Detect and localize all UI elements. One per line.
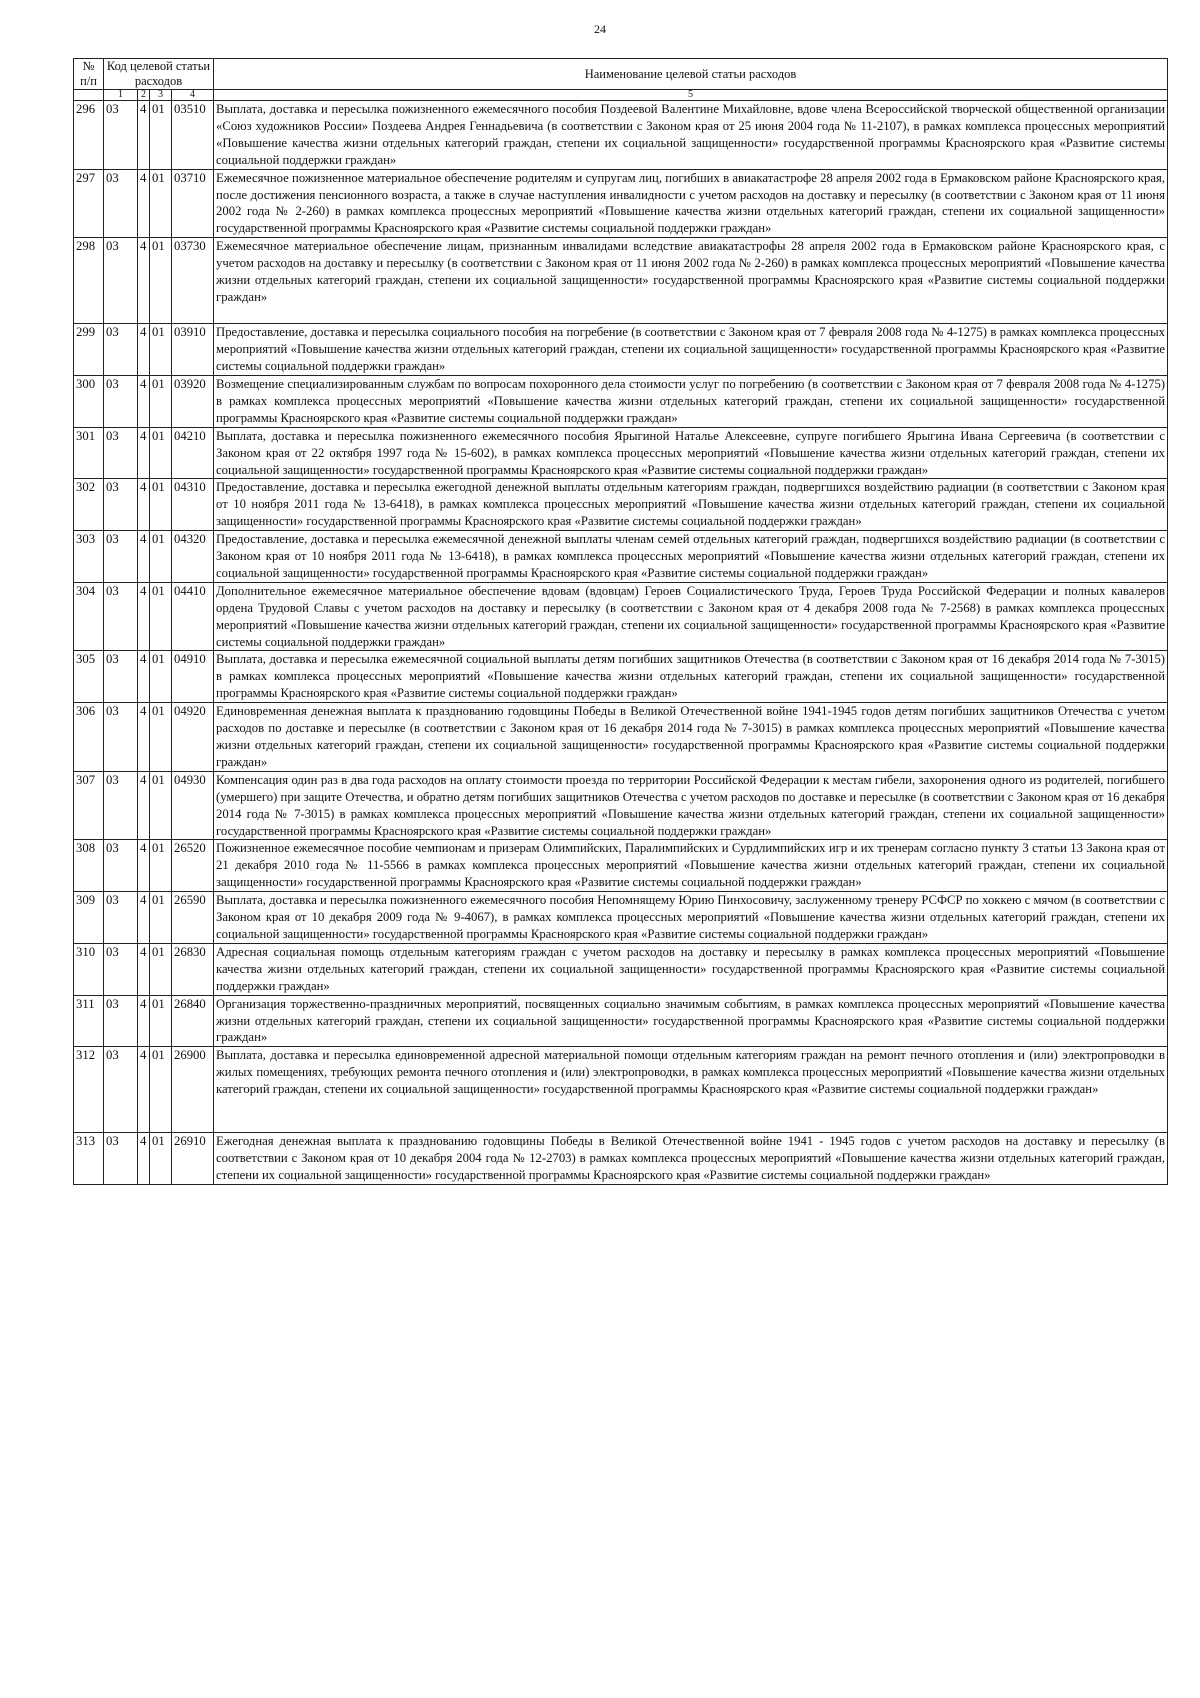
table-row	[74, 238, 1168, 324]
code-part-1: 03	[104, 995, 138, 1047]
code-part-2: 4	[138, 531, 150, 583]
col-number: 5	[214, 90, 1168, 101]
code-part-2: 4	[138, 101, 150, 170]
code-part-4: 03710	[172, 169, 214, 238]
table-body	[74, 101, 1168, 1185]
row-number: 301	[74, 427, 104, 479]
row-number: 306	[74, 703, 104, 772]
code-part-4: 04920	[172, 703, 214, 772]
item-name: Предоставление, доставка и пересылка ежегодной денежной выплаты отдельным категориям граждан, подвергшихся воздействию радиации (в соответствии с Законом края от 10 ноября 2011 года № 13-6418), в рамках комплекса процессных мероприятий «Повышение качества жизни отдельных категорий граждан, степени их социальной защищенности» государственной программы Красноярского края «Развитие системы социальной поддержки граждан»	[214, 479, 1168, 531]
code-part-4: 03910	[172, 324, 214, 376]
code-part-1: 03	[104, 169, 138, 238]
table-row	[74, 531, 1168, 583]
table-row	[74, 101, 1168, 170]
row-number: 296	[74, 101, 104, 170]
code-part-2: 4	[138, 169, 150, 238]
row-number: 305	[74, 651, 104, 703]
table-row	[74, 892, 1168, 944]
row-number: 309	[74, 892, 104, 944]
table-row	[74, 324, 1168, 376]
code-part-2: 4	[138, 375, 150, 427]
code-part-4: 26590	[172, 892, 214, 944]
code-part-1: 03	[104, 1047, 138, 1133]
code-part-2: 4	[138, 651, 150, 703]
code-part-4: 26520	[172, 840, 214, 892]
table-row	[74, 1047, 1168, 1133]
col-number: 3	[150, 90, 172, 101]
header-code: Код целевой статьи расходов	[104, 59, 214, 90]
item-name: Выплата, доставка и пересылка пожизненного ежемесячного пособия Непомнящему Юрию Пинхосовичу, заслуженному тренеру РСФСР по хоккею с мячом (в соответствии с Законом края от 10 декабря 2009 года № 9-4067), в рамках комплекса процессных мероприятий «Повышение качества жизни отдельных категорий граждан, степени их социальной защищенности» государственной программы Красноярского края «Развитие системы социальной поддержки граждан»	[214, 892, 1168, 944]
code-part-1: 03	[104, 771, 138, 840]
code-part-2: 4	[138, 1047, 150, 1133]
code-part-1: 03	[104, 375, 138, 427]
code-part-1: 03	[104, 892, 138, 944]
table-row	[74, 375, 1168, 427]
code-part-4: 26830	[172, 943, 214, 995]
table-row	[74, 771, 1168, 840]
item-name: Единовременная денежная выплата к празднованию годовщины Победы в Великой Отечественной войне 1941-1945 годов детям погибших защитников Отечества с учетом расходов по доставке и пересылке (в соответствии с Законом края от 16 декабря 2014 года № 7-3015) в рамках комплекса процессных мероприятий «Повышение качества жизни отдельных категорий граждан, степени их социальной защищенности» государственной программы Красноярского края «Развитие системы социальной поддержки граждан»	[214, 703, 1168, 772]
code-part-3: 01	[150, 101, 172, 170]
item-name: Возмещение специализированным службам по вопросам похоронного дела стоимости услуг по погребению (в соответствии с Законом края от 7 февраля 2008 года № 4-1275) в рамках комплекса процессных мероприятий «Повышение качества жизни отдельных категорий граждан, степени их социальной защищенности» государственной программы Красноярского края «Развитие системы социальной поддержки граждан»	[214, 375, 1168, 427]
page-number: 24	[594, 22, 606, 36]
code-part-1: 03	[104, 651, 138, 703]
code-part-1: 03	[104, 531, 138, 583]
row-number: 310	[74, 943, 104, 995]
code-part-3: 01	[150, 1047, 172, 1133]
code-part-4: 26900	[172, 1047, 214, 1133]
item-name: Выплата, доставка и пересылка пожизненного ежемесячного пособия Поздеевой Валентине Михайловне, вдове члена Всероссийской творческой общественной организации «Союз художников России» Поздеева Андрея Геннадьевича (в соответствии с Законом края от 25 июня 2004 года № 11-2107), в рамках комплекса процессных мероприятий «Повышение качества жизни отдельных категорий граждан, степени их социальной защищенности» государственной программы Красноярского края «Развитие системы социальной поддержки граждан»	[214, 101, 1168, 170]
code-part-2: 4	[138, 1133, 150, 1185]
row-number: 297	[74, 169, 104, 238]
item-name: Предоставление, доставка и пересылка ежемесячной денежной выплаты членам семей отдельных категорий граждан, подвергшихся воздействию радиации (в соответствии с Законом края от 10 ноября 2011 года № 13-6418), в рамках комплекса процессных мероприятий «Повышение качества жизни отдельных категорий граждан, степени их социальной защищенности» государственной программы Красноярского края «Развитие системы социальной поддержки граждан»	[214, 531, 1168, 583]
code-part-3: 01	[150, 703, 172, 772]
code-part-3: 01	[150, 995, 172, 1047]
code-part-4: 04210	[172, 427, 214, 479]
item-name: Ежегодная денежная выплата к празднованию годовщины Победы в Великой Отечественной войне 1941 - 1945 годов с учетом расходов на доставку и пересылку (в соответствии с Законом края от 10 декабря 2004 года № 12-2703) в рамках комплекса процессных мероприятий «Повышение качества жизни отдельных категорий граждан, степени их социальной защищенности» государственной программы Красноярского края «Развитие системы социальной поддержки граждан»	[214, 1133, 1168, 1185]
item-name: Ежемесячное материальное обеспечение лицам, признанным инвалидами вследствие авиакатастрофы 28 апреля 2002 года в Ермаковском районе Красноярского края, с учетом расходов на доставку и пересылку (в соответствии с Законом края от 11 июня 2002 года № 2-260) в рамках комплекса процессных мероприятий «Повышение качества жизни отдельных категорий граждан, степени их социальной защищенности» государственной программы Красноярского края «Развитие системы социальной поддержки граждан»	[214, 238, 1168, 324]
table-row	[74, 582, 1168, 651]
code-part-3: 01	[150, 651, 172, 703]
code-part-3: 01	[150, 1133, 172, 1185]
row-number: 304	[74, 582, 104, 651]
table-row	[74, 169, 1168, 238]
code-part-3: 01	[150, 840, 172, 892]
code-part-3: 01	[150, 943, 172, 995]
item-name: Выплата, доставка и пересылка пожизненного ежемесячного пособия Ярыгиной Наталье Алексеевне, супруге погибшего Ярыгина Ивана Сергеевича (в соответствии с Законом края от 22 октября 1997 года № 15-602), в рамках комплекса процессных мероприятий «Повышение качества жизни отдельных категорий граждан, степени их социальной защищенности» государственной программы Красноярского края «Развитие системы социальной поддержки граждан»	[214, 427, 1168, 479]
code-part-1: 03	[104, 1133, 138, 1185]
col-number: 2	[138, 90, 150, 101]
col-number: 1	[104, 90, 138, 101]
code-part-2: 4	[138, 703, 150, 772]
code-part-4: 04320	[172, 531, 214, 583]
code-part-4: 04410	[172, 582, 214, 651]
col-number: 4	[172, 90, 214, 101]
code-part-4: 26910	[172, 1133, 214, 1185]
code-part-2: 4	[138, 238, 150, 324]
code-part-3: 01	[150, 238, 172, 324]
header-name: Наименование целевой статьи расходов	[214, 59, 1168, 90]
item-name: Ежемесячное пожизненное материальное обеспечение родителям и супругам лиц, погибших в авиакатастрофе 28 апреля 2002 года в Ермаковском районе Красноярского края, после достижения пенсионного возраста, а также в случае наступления инвалидности с учетом расходов на доставку и пересылку (в соответствии с Законом края от 11 июня 2002 года № 2-260) в рамках комплекса процессных мероприятий «Повышение качества жизни отдельных категорий граждан, степени их социальной защищенности» государственной программы Красноярского края «Развитие системы социальной поддержки граждан»	[214, 169, 1168, 238]
table-row	[74, 995, 1168, 1047]
item-name: Организация торжественно-праздничных мероприятий, посвященных социально значимым событиям, в рамках комплекса процессных мероприятий «Повышение качества жизни отдельных категорий граждан, степени их социальной защищенности» государственной программы Красноярского края «Развитие системы социальной поддержки граждан»	[214, 995, 1168, 1047]
code-part-3: 01	[150, 531, 172, 583]
row-number: 300	[74, 375, 104, 427]
item-name: Дополнительное ежемесячное материальное обеспечение вдовам (вдовцам) Героев Социалистического Труда, Героев Труда Российской Федерации и полных кавалеров ордена Трудовой Славы с учетом расходов на доставку и пересылку (в соответствии с Законом края от 4 декабря 2008 года № 7-2568) в рамках комплекса процессных мероприятий «Повышение качества жизни отдельных категорий граждан, степени их социальной защищенности» государственной программы Красноярского края «Развитие системы социальной поддержки граждан»	[214, 582, 1168, 651]
code-part-1: 03	[104, 479, 138, 531]
code-part-4: 03920	[172, 375, 214, 427]
code-part-2: 4	[138, 324, 150, 376]
code-part-2: 4	[138, 427, 150, 479]
row-number: 313	[74, 1133, 104, 1185]
table-row	[74, 479, 1168, 531]
code-part-2: 4	[138, 943, 150, 995]
code-part-4: 03510	[172, 101, 214, 170]
code-part-3: 01	[150, 375, 172, 427]
code-part-1: 03	[104, 943, 138, 995]
code-part-2: 4	[138, 892, 150, 944]
table-row	[74, 1133, 1168, 1185]
header-no: № п/п	[74, 59, 104, 90]
code-part-3: 01	[150, 582, 172, 651]
code-part-1: 03	[104, 101, 138, 170]
code-part-4: 26840	[172, 995, 214, 1047]
row-number: 302	[74, 479, 104, 531]
code-part-1: 03	[104, 703, 138, 772]
item-name: Пожизненное ежемесячное пособие чемпионам и призерам Олимпийских, Паралимпийских и Сурдлимпийских игр и их тренерам согласно пункту 3 статьи 13 Закона края от 21 декабря 2010 года № 11-5566 в рамках комплекса процессных мероприятий «Повышение качества жизни отдельных категорий граждан, степени их социальной защищенности» государственной программы Красноярского края «Развитие системы социальной поддержки граждан»	[214, 840, 1168, 892]
code-part-1: 03	[104, 427, 138, 479]
table-row	[74, 651, 1168, 703]
table-row	[74, 427, 1168, 479]
item-name: Адресная социальная помощь отдельным категориям граждан с учетом расходов на доставку и пересылку в рамках комплекса процессных мероприятий «Повышение качества жизни отдельных категорий граждан, степени их социальной защищенности» государственной программы Красноярского края «Развитие системы социальной поддержки граждан»	[214, 943, 1168, 995]
code-part-3: 01	[150, 324, 172, 376]
item-name: Выплата, доставка и пересылка единовременной адресной материальной помощи отдельным категориям граждан на ремонт печного отопления и (или) электропроводки в жилых помещениях, требующих ремонта печного отопления и (или) электропроводки, в рамках комплекса процессных мероприятий «Повышение качества жизни отдельных категорий граждан, степени их социальной защищенности» государственной программы Красноярского края «Развитие системы социальной поддержки граждан»	[214, 1047, 1168, 1133]
code-part-2: 4	[138, 840, 150, 892]
code-part-3: 01	[150, 427, 172, 479]
col-number	[74, 90, 104, 101]
row-number: 307	[74, 771, 104, 840]
header-column-numbers	[74, 90, 1168, 101]
code-part-2: 4	[138, 995, 150, 1047]
code-part-3: 01	[150, 479, 172, 531]
code-part-4: 04910	[172, 651, 214, 703]
row-number: 299	[74, 324, 104, 376]
table-header	[74, 59, 1168, 101]
item-name: Выплата, доставка и пересылка ежемесячной социальной выплаты детям погибших защитников Отечества (в соответствии с Законом края от 16 декабря 2014 года № 7-3015) в рамках комплекса процессных мероприятий «Повышение качества жизни отдельных категорий граждан, степени их социальной защищенности» государственной программы Красноярского края «Развитие системы социальной поддержки граждан»	[214, 651, 1168, 703]
code-part-1: 03	[104, 324, 138, 376]
target-items-table	[73, 58, 1168, 1185]
code-part-1: 03	[104, 238, 138, 324]
row-number: 312	[74, 1047, 104, 1133]
code-part-3: 01	[150, 169, 172, 238]
row-number: 311	[74, 995, 104, 1047]
code-part-3: 01	[150, 771, 172, 840]
table-row	[74, 943, 1168, 995]
table-row	[74, 703, 1168, 772]
code-part-4: 04310	[172, 479, 214, 531]
code-part-3: 01	[150, 892, 172, 944]
row-number: 308	[74, 840, 104, 892]
code-part-4: 03730	[172, 238, 214, 324]
code-part-4: 04930	[172, 771, 214, 840]
row-number: 303	[74, 531, 104, 583]
code-part-1: 03	[104, 582, 138, 651]
code-part-1: 03	[104, 840, 138, 892]
row-number: 298	[74, 238, 104, 324]
code-part-2: 4	[138, 582, 150, 651]
code-part-2: 4	[138, 479, 150, 531]
table-row	[74, 840, 1168, 892]
item-name: Компенсация один раз в два года расходов на оплату стоимости проезда по территории Российской Федерации к местам гибели, захоронения одного из родителей, погибшего (умершего) при защите Отечества, и обратно детям погибших защитников Отечества с учетом расходов по доставке и пересылке (в соответствии с Законом края от 16 декабря 2014 года № 7-3015) в рамках комплекса процессных мероприятий «Повышение качества жизни отдельных категорий граждан, степени их социальной защищенности» государственной программы Красноярского края «Развитие системы социальной поддержки граждан»	[214, 771, 1168, 840]
item-name: Предоставление, доставка и пересылка социального пособия на погребение (в соответствии с Законом края от 7 февраля 2008 года № 4-1275) в рамках комплекса процессных мероприятий «Повышение качества жизни отдельных категорий граждан, степени их социальной защищенности» государственной программы Красноярского края «Развитие системы социальной поддержки граждан»	[214, 324, 1168, 376]
code-part-2: 4	[138, 771, 150, 840]
